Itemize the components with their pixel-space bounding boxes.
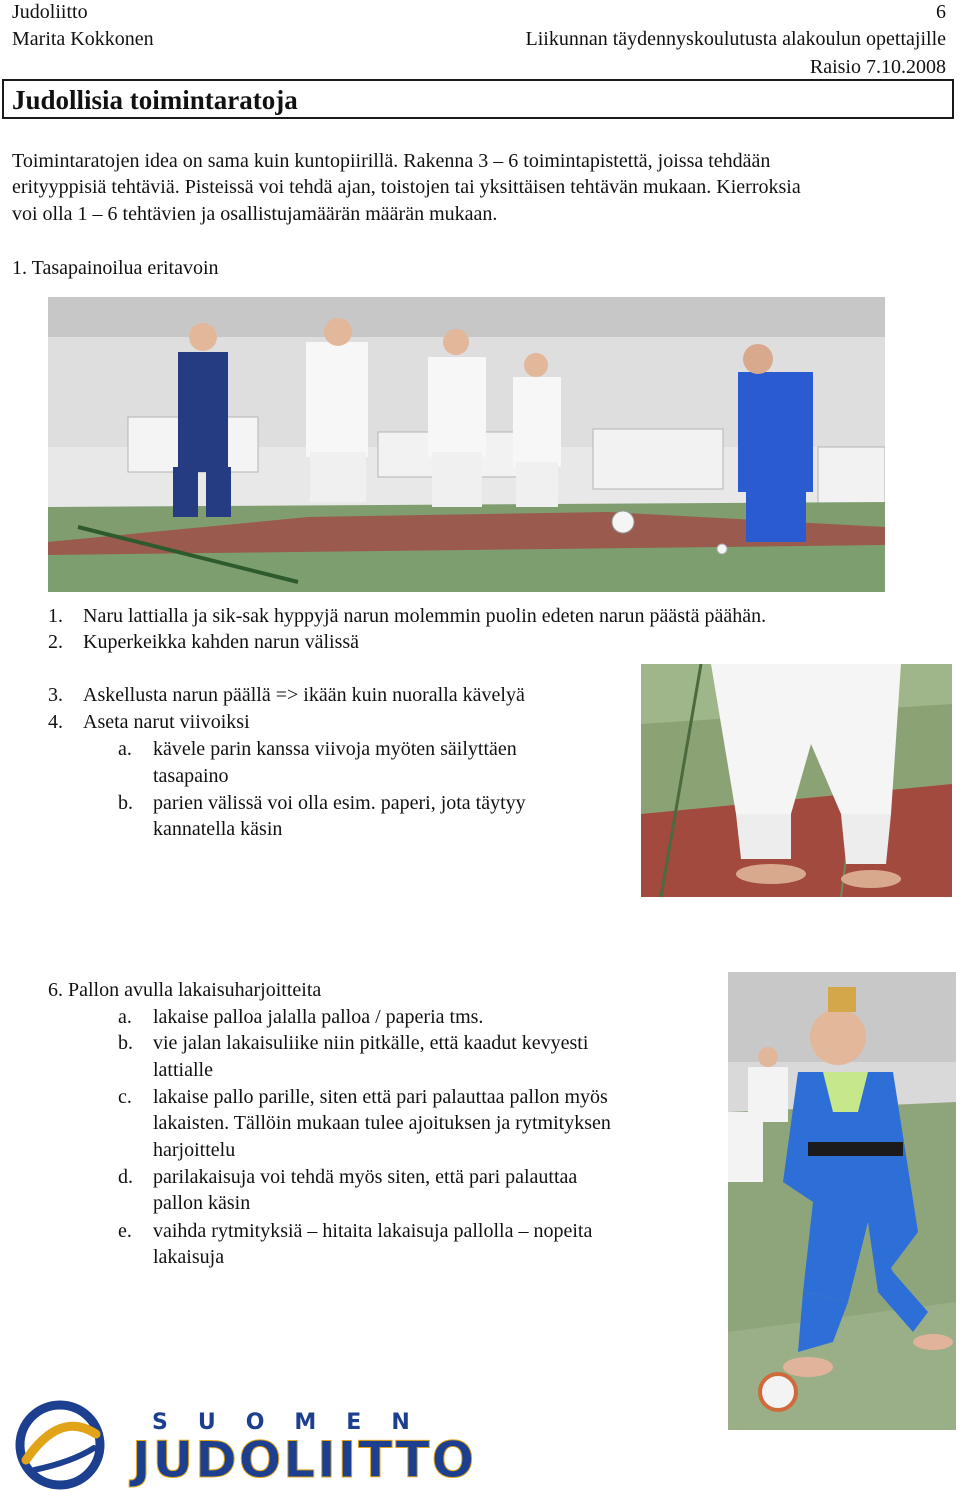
s1-subitem-a (118, 736, 132, 762)
page-title: Judollisia toimintaratoja (12, 85, 298, 115)
s6-item-e-line-1: vaihda rytmityksiä – hitaita lakaisuja pallolla – nopeita (153, 1220, 593, 1242)
header-course: Liikunnan täydennyskoulutusta alakoulun opettajille (525, 28, 946, 50)
s1-subitem-b-line-2: kannatella käsin (153, 818, 283, 840)
s1-item-4 (48, 709, 250, 735)
section1-heading: 1. Tasapainoilua eritavoin (12, 257, 219, 279)
s6-item-d-letter: d. (118, 1166, 133, 1188)
header-org: Judoliitto (12, 1, 88, 23)
s1-item-4-text: Aseta narut viivoiksi (83, 711, 250, 733)
s6-item-c-line-2: lakaisten. Tällöin mukaan tulee ajoituksen ja rytmityksen (153, 1112, 611, 1134)
intro-line-2: erityyppisiä tehtäviä. Pisteissä voi tehdä ajan, toistojen tai yksittäisen tehtävän mukaan. Kierroksia (12, 176, 801, 198)
s6-item-b-line-2: lattialle (153, 1059, 213, 1081)
s6-item-b-letter: b. (118, 1032, 133, 1054)
s6-item-b-line-1: vie jalan lakaisuliike niin pitkälle, että kaadut kevyesti (153, 1032, 589, 1054)
s6-item-e-letter: e. (118, 1220, 132, 1242)
s1-subitem-a-line-2: tasapaino (153, 765, 229, 787)
logo-main-text: JUDOLIITTO (132, 1431, 477, 1489)
s6-item-c-line-3: harjoittelu (153, 1139, 236, 1161)
s1-subitem-a-letter: a. (118, 738, 132, 760)
logo-top-text: SUOMEN (152, 1410, 440, 1435)
intro-line-3: voi olla 1 – 6 tehtävien ja osallistujamäärän määrän mukaan. (12, 203, 498, 225)
s6-item-d-line-1: parilakaisuja voi tehdä myös siten, että pari palauttaa (153, 1166, 578, 1188)
s1-item-3-number: 3. (48, 684, 63, 706)
judoliitto-logo (12, 1400, 572, 1490)
s1-subitem-b-line-1: parien välissä voi olla esim. paperi, jota täytyy (153, 792, 526, 814)
s6-item-a-line-1: lakaise palloa jalalla palloa / paperia tms. (153, 1006, 484, 1028)
s6-item-e-line-2: lakaisuja (153, 1246, 225, 1268)
s1-item-2-text: Kuperkeikka kahden narun välissä (83, 631, 360, 653)
s1-subitem-b (118, 790, 133, 816)
s6-item-c-line-1: lakaise pallo parille, siten että pari palauttaa pallon myös (153, 1086, 608, 1108)
s6-item-c-letter: c. (118, 1086, 132, 1108)
s1-item-1-text: Naru lattialla ja sik-sak hyppyjä narun molemmin puolin edeten narun päästä päähän. (83, 605, 767, 627)
s1-item-3-text: Askellusta narun päällä => ikään kuin nuoralla kävelyä (83, 684, 525, 706)
header-place-date: Raisio 7.10.2008 (809, 56, 946, 78)
intro-line-1: Toimintaratojen idea on sama kuin kuntopiirillä. Rakenna 3 – 6 toimintapistettä, joissa tehdään (12, 150, 771, 172)
photo-ball-sweep (728, 972, 956, 1430)
s1-item-1-number: 1. (48, 605, 63, 627)
s1-item-1 (48, 603, 767, 629)
s1-item-2 (48, 629, 360, 655)
s1-subitem-a-line-1: kävele parin kanssa viivoja myöten säilyttäen (153, 738, 517, 760)
section6-heading: 6. Pallon avulla lakaisuharjoitteita (48, 979, 322, 1001)
page-number: 6 (936, 1, 946, 23)
photo-feet-on-line (641, 664, 952, 897)
s1-item-4-number: 4. (48, 711, 63, 733)
s6-item-d-line-2: pallon käsin (153, 1192, 251, 1214)
s1-item-3 (48, 682, 525, 708)
photo-dojo-group (48, 297, 885, 592)
s1-subitem-b-letter: b. (118, 792, 133, 814)
s1-item-2-number: 2. (48, 631, 63, 653)
header-author: Marita Kokkonen (12, 28, 154, 50)
s6-item-a-letter: a. (118, 1006, 132, 1028)
